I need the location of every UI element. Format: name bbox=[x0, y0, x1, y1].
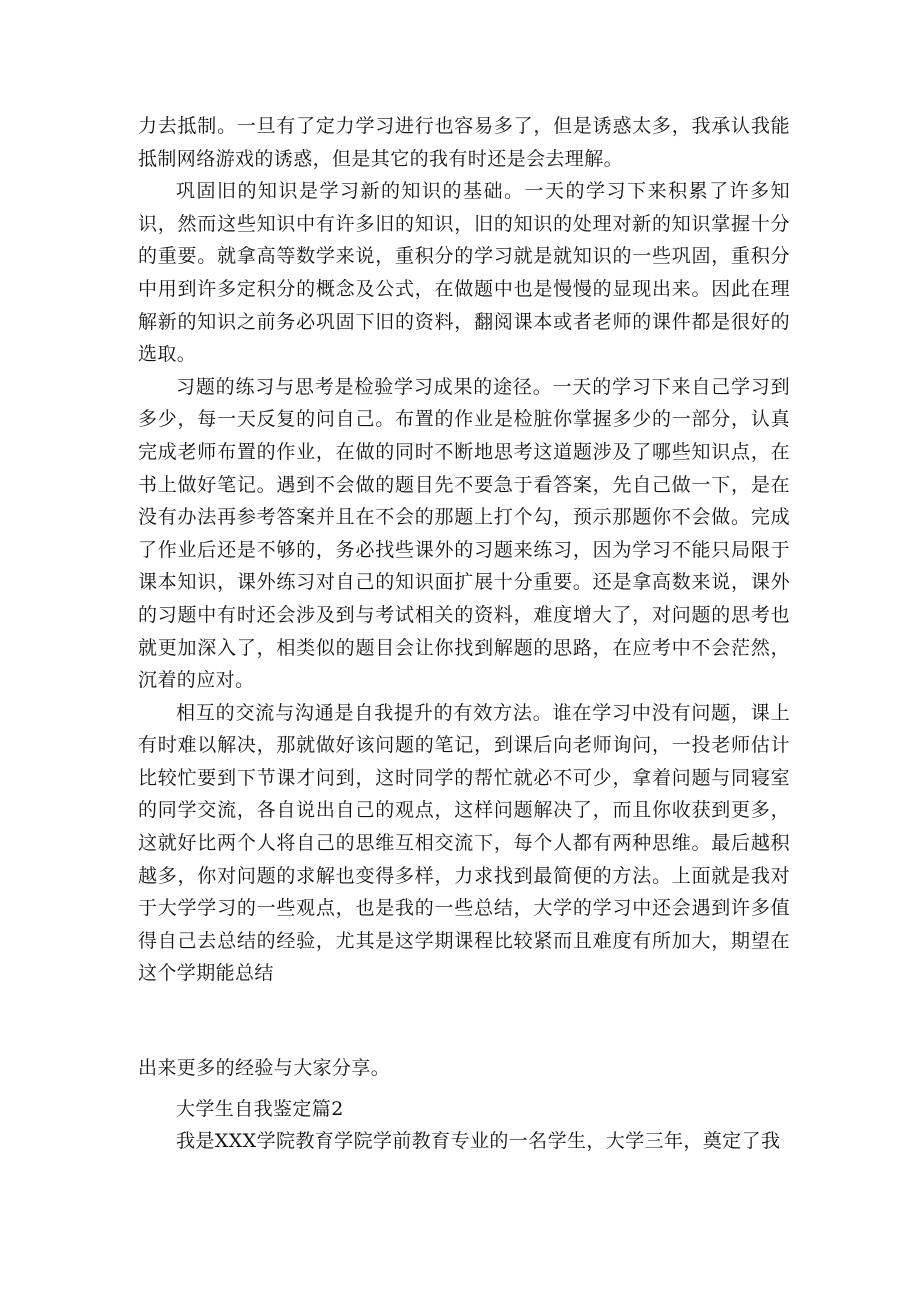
continuation-line: 出来更多的经验与大家分享。 bbox=[138, 1057, 391, 1079]
section-heading: 大学生自我鉴定篇2 bbox=[176, 1098, 344, 1120]
body-text bbox=[138, 110, 790, 990]
paragraph-1: 力去抵制。一旦有了定力学习进行也容易多了，但是诱惑太多，我承认我能抵制网络游戏的诱惑，但是其它的我有时还是会去理解。 bbox=[138, 115, 790, 170]
section-intro-wrapper bbox=[138, 1125, 790, 1158]
continuation-line-wrapper bbox=[138, 1052, 790, 1085]
paragraph-2: 巩固旧的知识是学习新的知识的基础。一天的学习下来积累了许多知识，然而这些知识中有许多旧的知识，旧的知识的处理对新的知识掌握十分的重要。就拿高等数学来说，重积分的学习就是就知识的一些巩固，重积分中用到许多定积分的概念及公式，在做题中也是慢慢的显现出来。因此在理解新的知识之前务必巩固下旧的资料，翻阅课本或者老师的课件都是很好的选取。 bbox=[138, 180, 790, 366]
section-intro: 我是XXX学院教育学院学前教育专业的一名学生，大学三年，奠定了我 bbox=[176, 1130, 781, 1152]
paragraph-4: 相互的交流与沟通是自我提升的有效方法。谁在学习中没有问题，课上有时难以解决，那就做好该问题的笔记，到课后向老师询问，一投老师估计比较忙要到下节课才问到，这时同学的帮忙就必不可少，拿着问题与同寝室的同学交流，各自说出自己的观点，这样问题解决了，而且你收获到更多，这就好比两个人将自己的思维互相交流下，每个人都有两种思维。最后越积越多，你对问题的求解也变得多样，力求找到最简便的方法。上面就是我对于大学学习的一些观点，也是我的一些总结，大学的学习中还会遇到许多值得自己去总结的经验，尤其是这学期课程比较紧而且难度有所加大，期望在这个学期能总结 bbox=[138, 701, 790, 985]
paragraph-3: 习题的练习与思考是检验学习成果的途径。一天的学习下来自己学习到多少，每一天反复的问自己。布置的作业是检脏你掌握多少的一部分，认真完成老师布置的作业，在做的同时不断地思考这道题涉及了哪些知识点，在书上做好笔记。遇到不会做的题目先不要急于看答案，先自己做一下，是在没有办法再参考答案并且在不会的那题上打个勾，预示那题你不会做。完成了作业后还是不够的，务必找些课外的习题来练习，因为学习不能只局限于课本知识，课外练习对自己的知识面扩展十分重要。还是拿高数来说，课外的习题中有时还会涉及到与考试相关的资料，难度增大了，对问题的思考也就更加深入了，相类似的题目会让你找到解题的思路，在应考中不会茫然，沉着的应对。 bbox=[138, 375, 790, 692]
